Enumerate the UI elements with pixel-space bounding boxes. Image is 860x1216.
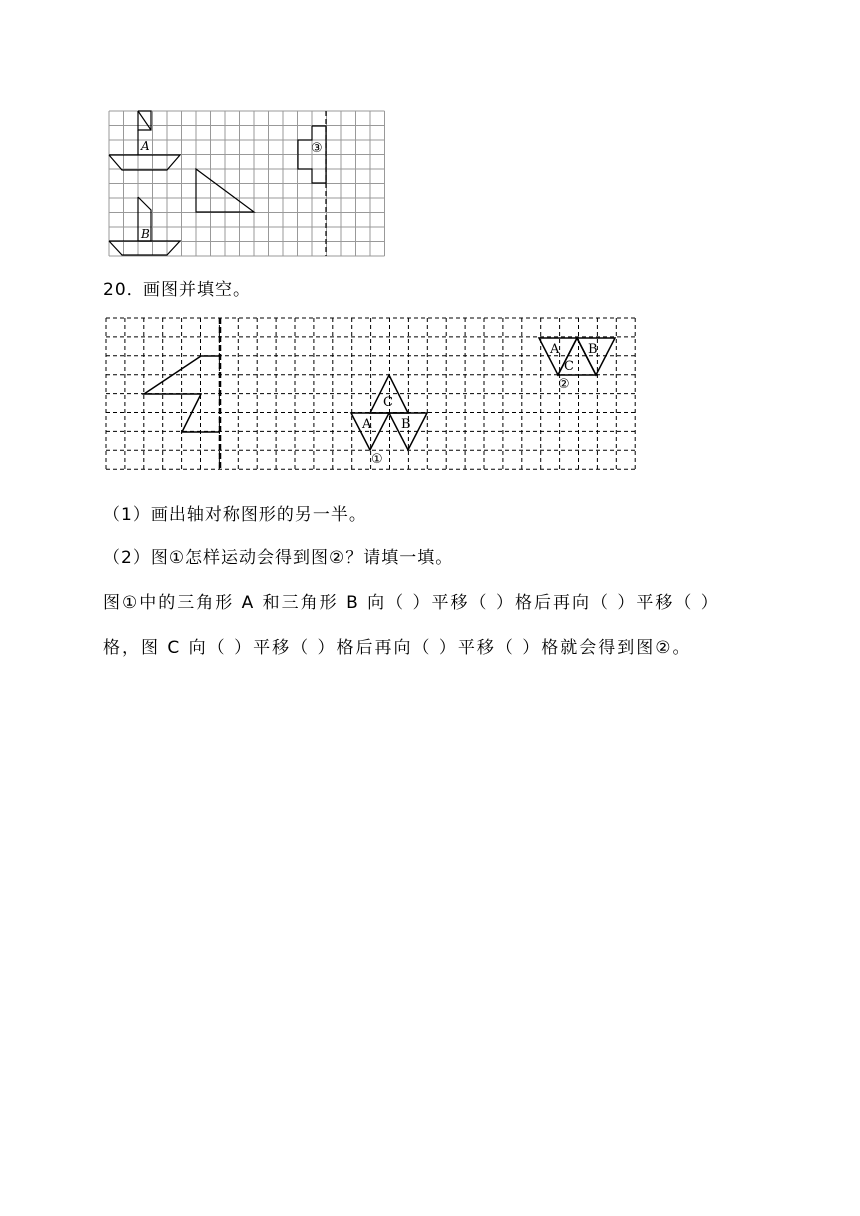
label-tri-b2: B [588,342,598,357]
part-1: （1）画出轴对称图形的另一半。 [103,505,367,525]
label-b: B [141,227,150,241]
fill-line-2: 格，图 C 向（ ）平移（ ）格后再向（ ）平移（ ）格就会得到图②。 [103,638,692,658]
label-circ2: ② [558,377,570,392]
label-a: A [141,139,150,153]
question-number: 20． [103,280,145,300]
label-three: ③ [311,141,323,156]
label-tri-a1: A [362,417,372,432]
part-2: （2）图①怎样运动会得到图②？请填一填。 [103,548,454,568]
label-circ1: ① [371,452,383,467]
question-title: 画图并填空。 [143,280,251,300]
fill-line-1: 图①中的三角形 A 和三角形 B 向（ ）平移（ ）格后再向（ ）平移（ ） [103,593,720,613]
label-tri-c1: C [383,395,393,410]
bottom-grid-figure [0,0,860,480]
label-tri-c2: C [564,359,574,374]
label-tri-a2: A [550,342,560,357]
label-tri-b1: B [401,417,411,432]
